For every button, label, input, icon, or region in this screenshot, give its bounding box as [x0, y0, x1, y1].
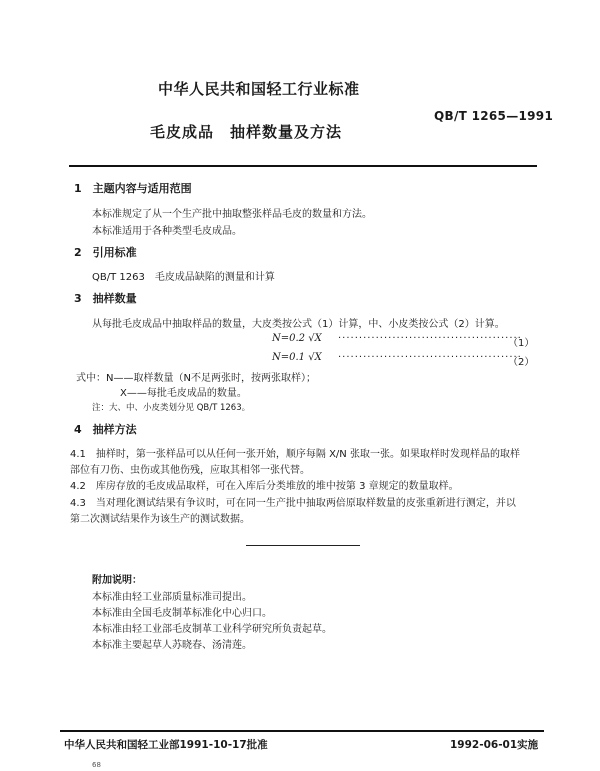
equation-number-2: （2） [508, 357, 535, 368]
clause-4-2: 4.2 库房存放的毛皮成品取样，可在入库后分类堆放的堆中按第 3 章规定的数量取样。 [70, 481, 459, 492]
section-3-heading: 3 抽样数量 [74, 292, 137, 305]
dot-leader-1: ············································ [338, 333, 522, 344]
clause-4-3-line-2: 第二次测试结果作为该生产的测试数据。 [70, 514, 250, 525]
issuer-title: 中华人民共和国轻工行业标准 [158, 80, 360, 98]
section-separator [246, 545, 360, 546]
clause-4-1-line-2: 部位有刀伤、虫伤或其他伤残，应取其相邻一张代替。 [70, 465, 310, 476]
section-4-heading: 4 抽样方法 [74, 423, 137, 436]
appendix-line-2: 本标准由全国毛皮制革标准化中心归口。 [92, 608, 272, 619]
where-n-definition: 式中：N——取样数量（N不足两张时，按两张取样）； [76, 373, 316, 384]
note: 注：大、中、小皮类划分见 QB/T 1263。 [92, 403, 251, 413]
standard-code: QB/T 1265—1991 [434, 109, 554, 123]
formula-1: N=0.2 √X [272, 333, 322, 344]
section-1-heading: 1 主题内容与适用范围 [74, 182, 192, 195]
reference-standard: QB/T 1263 毛皮成品缺陷的测量和计算 [92, 272, 275, 283]
section-3-para: 从每批毛皮成品中抽取样品的数量，大皮类按公式（1）计算，中、小皮类按公式（2）计算。 [92, 319, 505, 330]
section-2-heading: 2 引用标准 [74, 246, 137, 259]
where-x-definition: X——每批毛皮成品的数量。 [120, 388, 247, 399]
equation-number-1: （1） [508, 338, 535, 349]
section-1-para-2: 本标准适用于各种类型毛皮成品。 [92, 226, 242, 237]
formula-2: N=0.1 √X [272, 352, 322, 363]
appendix-line-1: 本标准由轻工业部质量标准司提出。 [92, 592, 252, 603]
dot-leader-2: ············································ [338, 352, 522, 363]
appendix-heading: 附加说明： [92, 575, 142, 586]
clause-4-3-line-1: 4.3 当对理化测试结果有争议时，可在同一生产批中抽取两倍原取样数量的皮张重新进行测定，并以 [70, 498, 516, 509]
clause-4-1-line-1: 4.1 抽样时，第一张样品可以从任何一张开始，顺序每隔 X/N 张取一张。如果取样时发现样品的取样 [70, 449, 520, 460]
implementation-date: 1992-06-01实施 [450, 739, 539, 751]
top-rule [69, 165, 537, 167]
appendix-line-4: 本标准主要起草人苏晓春、汤清莲。 [92, 640, 252, 651]
appendix-line-3: 本标准由轻工业部毛皮制革工业科学研究所负责起草。 [92, 624, 332, 635]
bottom-rule [60, 730, 544, 732]
document-title: 毛皮成品 抽样数量及方法 [150, 123, 343, 141]
section-1-para-1: 本标准规定了从一个生产批中抽取整张样品毛皮的数量和方法。 [92, 209, 372, 220]
approval-line: 中华人民共和国轻工业部1991-10-17批准 [64, 739, 268, 751]
page-number: 68 [92, 761, 101, 769]
